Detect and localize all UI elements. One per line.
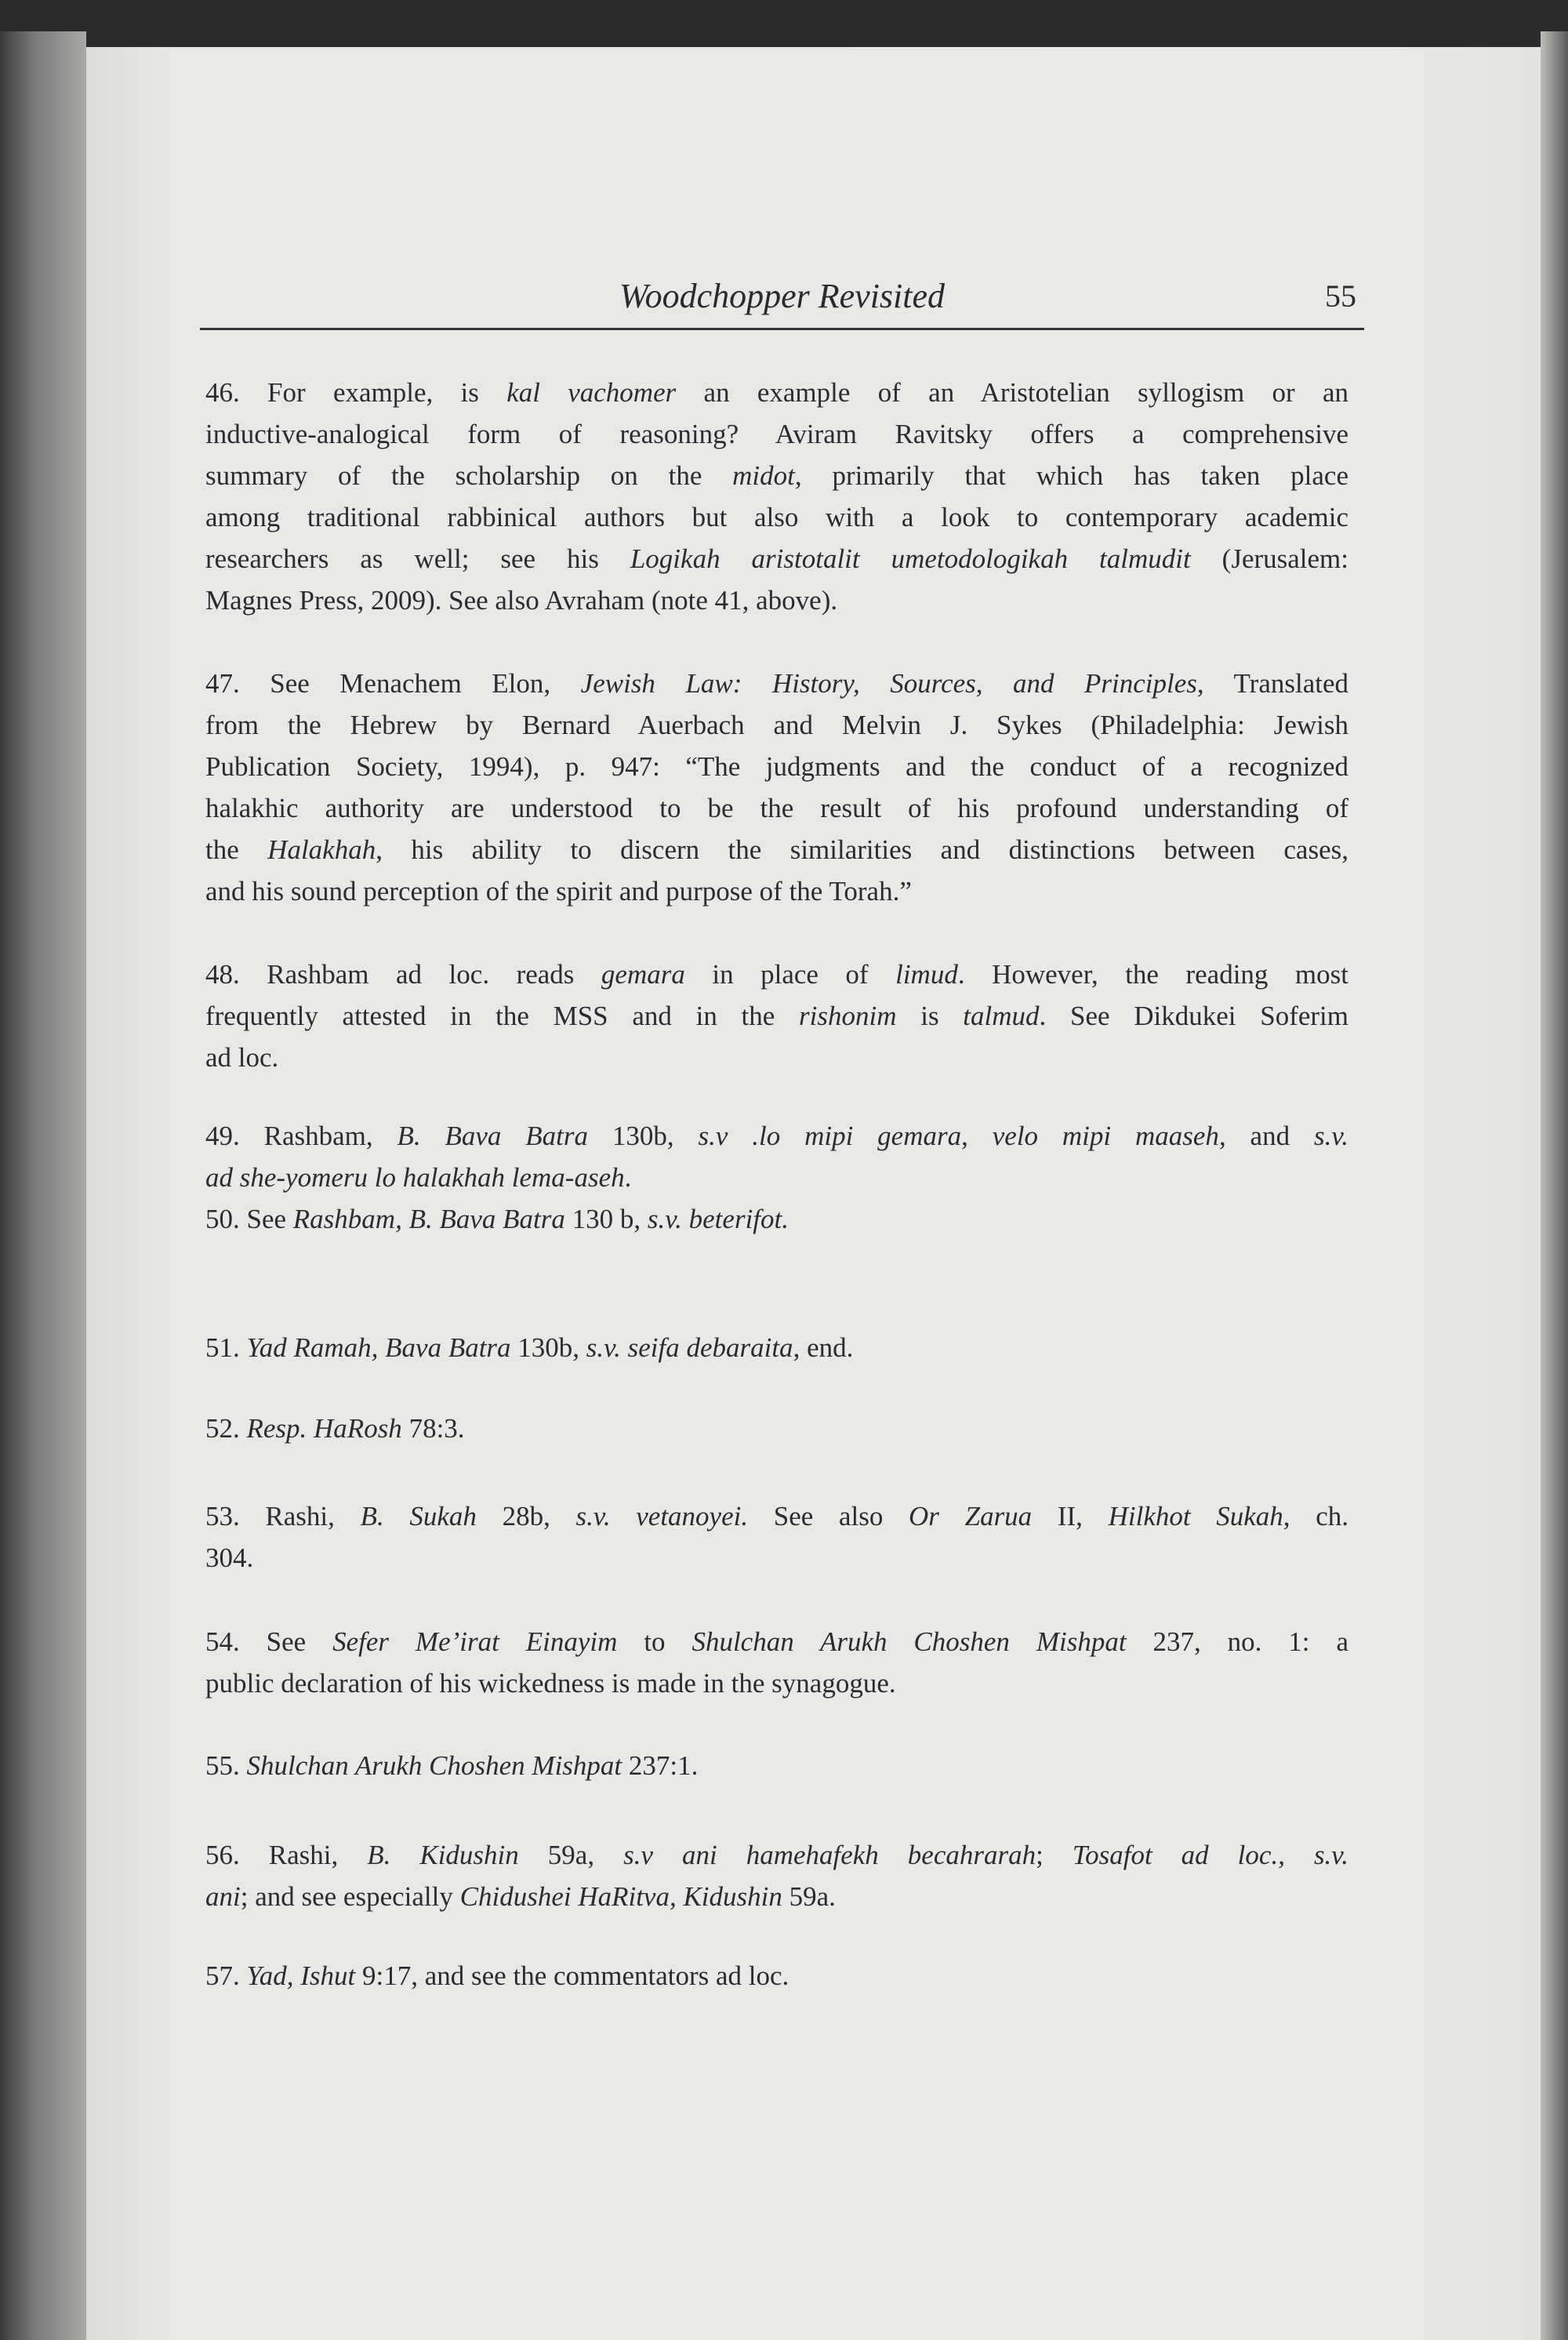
text: , his ability to discern the similarities and distinctions between cases, — [376, 834, 1348, 865]
text: , primarily that which has taken place — [794, 460, 1348, 491]
header-rule — [200, 328, 1364, 330]
endnote-52 — [205, 1408, 1348, 1449]
note-line — [205, 1115, 1348, 1157]
italic-text: s.v. beterifot. — [647, 1204, 789, 1234]
text: the — [205, 834, 268, 865]
note-line — [205, 1408, 1348, 1449]
note-line — [205, 829, 1348, 870]
text: 54. See — [205, 1626, 333, 1657]
text: to — [617, 1626, 692, 1657]
italic-text: s.v. — [1313, 1121, 1349, 1151]
running-title: Woodchopper Revisited — [619, 277, 946, 315]
italic-text: kal vachomer — [506, 377, 677, 408]
facing-page-edge — [0, 31, 86, 2340]
note-line — [205, 995, 1348, 1037]
italic-text: midot — [732, 460, 795, 491]
text: frequently attested in the MSS and in the — [205, 1001, 800, 1031]
text: 53. Rashi, — [205, 1501, 361, 1532]
note-line — [205, 704, 1348, 746]
endnote-57 — [205, 1955, 1348, 1997]
note-line — [205, 746, 1348, 787]
text: 56. Rashi, — [205, 1840, 368, 1870]
text: . — [624, 1162, 632, 1193]
note-line — [205, 1955, 1348, 1997]
text: 57. — [205, 1960, 247, 1991]
italic-text: Chidushei HaRitva, Kidushin — [459, 1881, 782, 1912]
italic-text: gemara — [601, 959, 685, 990]
page-edge-shadow — [1541, 31, 1568, 2340]
italic-text: Jewish Law: History, Sources, and Principles — [580, 668, 1197, 699]
text: 130b, — [588, 1121, 699, 1151]
endnote-54 — [205, 1621, 1348, 1704]
italic-text: B. Sukah — [360, 1501, 477, 1532]
italic-text: Halakhah — [267, 834, 376, 865]
text: 78:3. — [401, 1413, 465, 1444]
note-line — [205, 870, 1348, 912]
note-line — [205, 1037, 1348, 1078]
text: 50. See — [205, 1204, 293, 1234]
note-line — [205, 1876, 1348, 1917]
italic-text: rishonim — [799, 1001, 897, 1031]
italic-text: Shulchan Arukh Choshen Mishpat — [246, 1750, 622, 1781]
endnote-47 — [205, 663, 1348, 912]
note-line — [205, 538, 1348, 580]
note-line — [205, 1157, 1348, 1198]
italic-text: s.v .lo mipi gemara — [698, 1121, 962, 1151]
note-line — [205, 1662, 1348, 1704]
text: (Jerusalem: — [1190, 543, 1349, 574]
italic-text: s.v ani hamehafekh becahrarah — [623, 1840, 1036, 1870]
italic-text: ani — [205, 1881, 241, 1912]
text: , and — [1218, 1121, 1314, 1151]
note-line — [205, 1621, 1348, 1662]
note-line — [205, 787, 1348, 829]
endnote-48 — [205, 954, 1348, 1078]
text: ; and see especially — [240, 1881, 460, 1912]
text: 237, no. 1: a — [1126, 1626, 1348, 1657]
text: 59a, — [518, 1840, 624, 1870]
note-line — [205, 1495, 1348, 1537]
note-line — [205, 954, 1348, 995]
text: in place of — [684, 959, 896, 990]
text: ; — [1036, 1840, 1073, 1870]
text: 52. — [205, 1413, 247, 1444]
endnote-50 — [205, 1198, 1348, 1240]
text: See also — [748, 1501, 909, 1532]
text: Publication Society, 1994), p. 947: “The judgments and the conduct of a recognized — [205, 751, 1348, 782]
note-line — [205, 1745, 1348, 1786]
note-line — [205, 496, 1348, 538]
text: 51. — [205, 1332, 247, 1363]
note-line — [205, 580, 1348, 621]
italic-text: Resp. HaRosh — [246, 1413, 402, 1444]
note-line — [205, 1834, 1348, 1876]
text: among traditional rabbinical authors but also with a look to contemporary academic — [205, 502, 1348, 532]
note-line — [205, 1327, 1348, 1368]
text: 9:17, and see the commentators ad loc. — [355, 1960, 789, 1991]
italic-text: B. Kidushin — [367, 1840, 519, 1870]
text: halakhic authority are understood to be the result of his profound understanding of — [205, 793, 1348, 823]
text: Magnes Press, 2009). See also Avraham (note 41, above). — [205, 585, 838, 616]
italic-text: limud — [895, 959, 958, 990]
italic-text: Sefer Me’irat Einayim — [332, 1626, 618, 1657]
text: is — [896, 1001, 964, 1031]
text: 130b, — [510, 1332, 586, 1363]
italic-text: Yad, Ishut — [246, 1960, 356, 1991]
endnote-49 — [205, 1115, 1348, 1198]
italic-text: Or Zarua — [909, 1501, 1033, 1532]
text: II, — [1032, 1501, 1109, 1532]
text: , end. — [793, 1332, 854, 1363]
endnote-51 — [205, 1327, 1348, 1368]
text: ad loc. — [205, 1042, 279, 1073]
text: 59a. — [782, 1881, 836, 1912]
italic-text: ad she-yomeru lo halakhah lema-aseh — [205, 1162, 625, 1193]
note-line — [205, 663, 1348, 704]
text: from the Hebrew by Bernard Auerbach and Melvin J. Sykes (Philadelphia: Jewish — [205, 710, 1348, 740]
endnote-55 — [205, 1745, 1348, 1786]
text: 130 b, — [564, 1204, 648, 1234]
text: researchers as well; see his — [205, 543, 630, 574]
text: 49. Rashbam, — [205, 1121, 397, 1151]
text: 48. Rashbam ad loc. reads — [205, 959, 601, 990]
italic-text: Yad Ramah, Bava Batra — [246, 1332, 511, 1363]
text: . However, the reading most — [957, 959, 1348, 990]
text: 46. For example, is — [205, 377, 507, 408]
text: 304. — [205, 1542, 254, 1573]
italic-text: Shulchan Arukh Choshen Mishpat — [691, 1626, 1127, 1657]
text: 55. — [205, 1750, 247, 1781]
italic-text: s.v. seifa debaraita — [586, 1332, 793, 1363]
endnote-46 — [205, 372, 1348, 621]
italic-text: velo mipi maaseh — [992, 1121, 1219, 1151]
text: 28b, — [476, 1501, 576, 1532]
text: , Translated — [1196, 668, 1348, 699]
text: inductive-analogical form of reasoning? Aviram Ravitsky offers a comprehensive — [205, 419, 1348, 449]
italic-text: talmud — [963, 1001, 1040, 1031]
italic-text: B. Bava Batra — [397, 1121, 588, 1151]
text: , — [961, 1121, 993, 1151]
page-number: 55 — [1325, 278, 1356, 314]
italic-text: Logikah aristotalit umetodologikah talmudit — [630, 543, 1191, 574]
text: 47. See Menachem Elon, — [205, 668, 581, 699]
note-line — [205, 1198, 1348, 1240]
text: , ch. — [1283, 1501, 1349, 1532]
text: summary of the scholarship on the — [205, 460, 733, 491]
note-line — [205, 413, 1348, 455]
italic-text: Rashbam, B. Bava Batra — [292, 1204, 565, 1234]
text: an example of an Aristotelian syllogism or an — [676, 377, 1348, 408]
italic-text: s.v. vetanoyei. — [575, 1501, 749, 1532]
endnote-56 — [205, 1834, 1348, 1917]
text: 237:1. — [622, 1750, 699, 1781]
text: . See Dikdukei Soferim — [1039, 1001, 1348, 1031]
note-line — [205, 1537, 1348, 1579]
text: and his sound perception of the spirit and purpose of the Torah.” — [205, 876, 912, 907]
italic-text: Tosafot ad loc., s.v. — [1072, 1840, 1348, 1870]
note-line — [205, 372, 1348, 413]
text: public declaration of his wickedness is made in the synagogue. — [205, 1668, 896, 1699]
note-line — [205, 455, 1348, 496]
endnote-53 — [205, 1495, 1348, 1579]
italic-text: Hilkhot Sukah — [1108, 1501, 1283, 1532]
